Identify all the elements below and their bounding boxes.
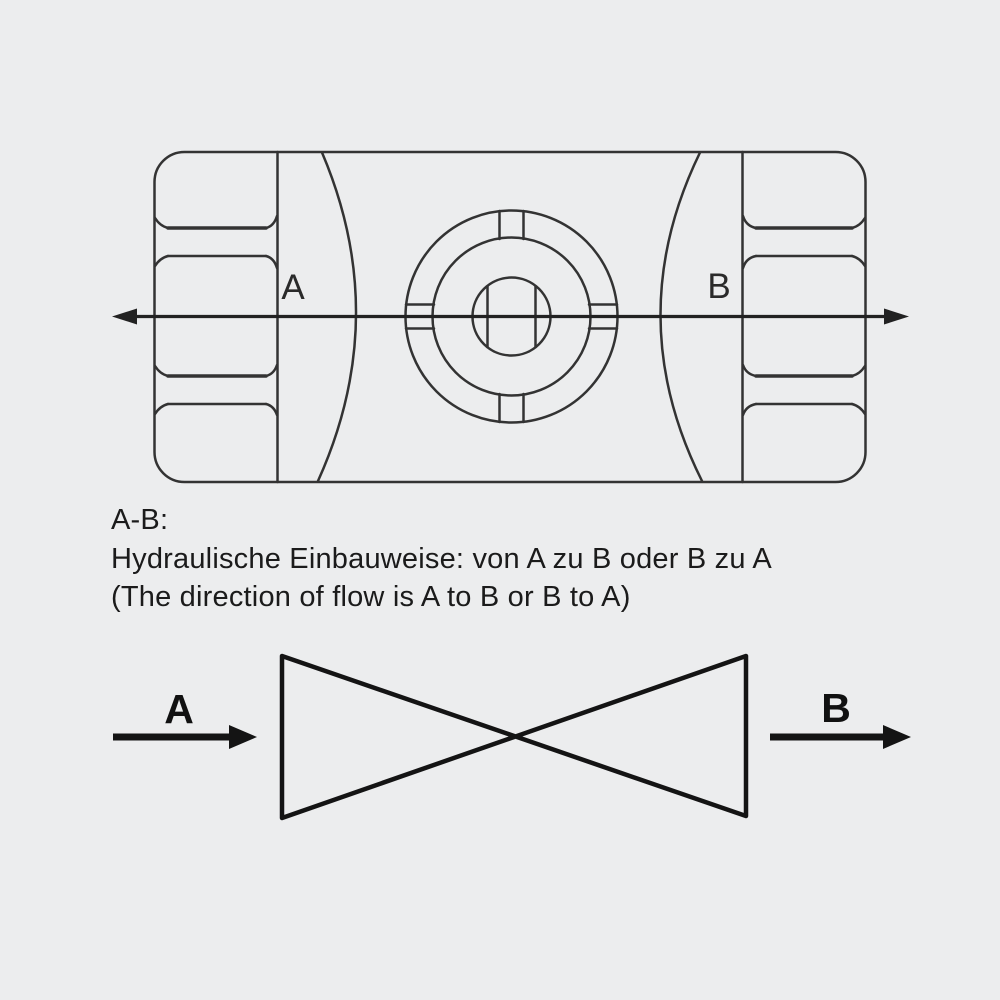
symbol-a-label: A (164, 686, 194, 732)
caption-heading: A-B: (111, 504, 169, 536)
port-a-label: A (281, 268, 305, 307)
valve-bowtie-symbol (282, 656, 746, 818)
caption-block (111, 501, 772, 617)
flow-axis-arrow (112, 309, 909, 325)
symbol-b-label: B (821, 685, 851, 731)
caption-english: (The direction of flow is A to B or B to A) (111, 581, 631, 613)
port-b-label: B (707, 267, 731, 306)
ring-slot-north (500, 211, 524, 239)
hydraulic-flow-symbol (113, 656, 911, 818)
ring-slot-south (500, 394, 524, 422)
arrowhead-b-icon (883, 725, 911, 749)
arrowhead-a-icon (229, 725, 257, 749)
arrowhead-right-icon (884, 309, 909, 325)
arrowhead-left-icon (112, 309, 137, 325)
caption-german: Hydraulische Einbauweise: von A zu B oder B zu A (111, 542, 772, 575)
